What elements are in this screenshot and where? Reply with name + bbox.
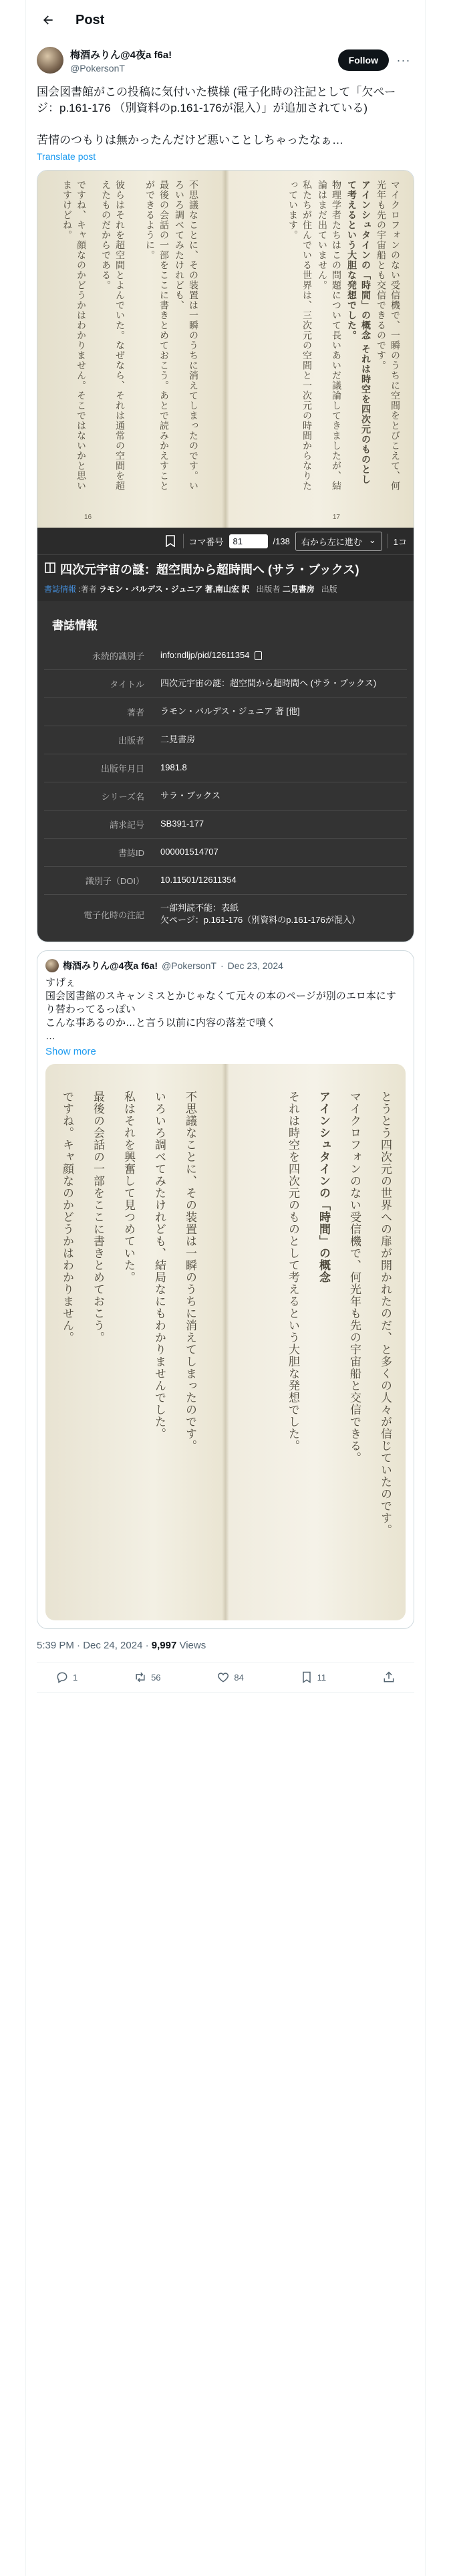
frame-label: コマ番号 (188, 536, 224, 547)
back-arrow-icon (41, 13, 55, 27)
chevron-down-icon: ⌄ (368, 534, 376, 545)
info-key: 永続的識別子 (92, 651, 144, 661)
repost-count: 56 (151, 1672, 161, 1683)
quote-text: すげぇ 国会図書館のスキャンミスとかじゃなくて元々の本のページが別のエロ本にすり替わってるっぽい こんな事あるのか…と言う以前に内容の落差で噴く … (45, 977, 396, 1042)
page-title: Post (76, 12, 105, 27)
info-row (44, 782, 407, 811)
post-media[interactable] (37, 170, 414, 942)
info-value: 一部判読不能：表紙 欠ページ：p.161-176（別資料のp.161-176が混入） (160, 903, 360, 925)
scan-text-column: 不思議なことに、その装置は一瞬のうちに消えてしまったのです。 (183, 1091, 196, 1452)
info-key: 請求記号 (109, 820, 144, 830)
scan-text-column: アインシュタインの「時間」の概念 (317, 1091, 330, 1283)
post-meta (37, 1629, 414, 1662)
frame-total: /138 (273, 536, 290, 546)
avatar[interactable] (37, 47, 63, 74)
show-more-link[interactable]: Show more (45, 1046, 96, 1057)
back-button[interactable] (37, 9, 59, 31)
book-scan-image[interactable] (37, 171, 414, 528)
info-value: 1981.8 (160, 762, 187, 772)
info-value: 四次元宇宙の謎：超空間から超時間へ (サラ・ブックス) (160, 678, 377, 688)
info-key: 書誌ID (118, 848, 144, 858)
scan-text-column: いろいろ調べてみたけれども、結局なにもわかりませんでした。 (152, 1091, 166, 1440)
info-key: 著者 (126, 708, 144, 718)
book-title-bar (37, 554, 414, 580)
info-value: 10.11501/12611354 (160, 875, 237, 885)
scan-text-column: マイクロフォンのない受信機で、一瞬のうちに空間をとびこえて、何光年も先の宇宙船とも交信できるのです。 (375, 180, 400, 491)
quote-header (37, 951, 414, 972)
info-key: 識別子（DOI） (85, 876, 144, 886)
info-row (44, 811, 407, 839)
like-count: 84 (234, 1672, 244, 1683)
info-row (44, 726, 407, 754)
author-row (26, 40, 425, 78)
info-key: タイトル (110, 679, 144, 689)
copy-icon[interactable] (255, 651, 262, 660)
bookmark-icon (300, 1671, 313, 1684)
scan-text-column: 私たちが住んでいる世界は、三次元の空間と一次元の時間からなりたっています。 (287, 180, 312, 491)
info-key: 電子化時の注記 (83, 910, 144, 920)
author-handle[interactable]: @PokersonT (70, 62, 125, 74)
scan-text-column: アインシュタインの「時間」の概念 それは時空を四次元のものとして考えるという大胆な発想でした。 (346, 180, 371, 485)
info-key: 出版年月日 (100, 764, 144, 774)
info-row (44, 642, 407, 670)
translate-link[interactable]: Translate post (37, 151, 96, 162)
post-text: 国会図書館がこの投稿に気付いた模様 (電子化時の注記として「欠ページ：p.161-176 （別資料のp.161-176が混入）」が追加されている) 苦情のつもりは無かったんだけど悪いことしちゃったなぁ… (37, 86, 396, 146)
view-count: 9,997 (151, 1640, 177, 1651)
info-value: 000001514707 (160, 847, 218, 857)
avatar (45, 959, 59, 972)
repost-button[interactable] (134, 1671, 160, 1684)
quote-author-name: 梅酒みりん@4夜a f6a! (63, 960, 158, 971)
info-value: サラ・ブックス (160, 790, 220, 800)
post-time[interactable]: 5:39 PM · Dec 24, 2024 · (37, 1640, 152, 1651)
info-row (44, 698, 407, 726)
info-value (152, 642, 407, 669)
scan-text-column: それは時空を四次元のものとして考えるという大胆な発想でした。 (286, 1091, 299, 1452)
meta-tail: 出版 (321, 584, 337, 594)
reply-button[interactable] (55, 1671, 78, 1684)
quote-handle: @PokersonT (162, 960, 216, 971)
meta-publisher-key: 出版者 (256, 584, 281, 594)
direction-select[interactable] (295, 532, 382, 551)
top-bar (26, 0, 425, 40)
scan-text-column: ですね、キャ顔なのかどうかはわかりません。そこではないかと思いますけどね。 (61, 180, 86, 491)
quoted-post[interactable] (37, 950, 414, 1629)
info-row (44, 839, 407, 867)
info-key: 出版者 (118, 736, 144, 746)
info-heading: 書誌情報 (37, 601, 414, 642)
info-row (44, 867, 407, 895)
scan-text-column: 私はそれを興奮して見つめていた。 (122, 1091, 135, 1283)
scan-text-column: とうとう四次元の世界への扉が開かれたのだ、と多くの人々が信じていたのです。 (378, 1091, 392, 1536)
bookmark-icon[interactable] (163, 534, 178, 548)
info-key: シリーズ名 (101, 792, 144, 802)
reply-icon (55, 1671, 69, 1684)
bookmark-button[interactable] (300, 1671, 327, 1684)
viewer-toolbar (37, 528, 414, 554)
page-number: 17 (332, 514, 340, 521)
info-value: ラモン・バルデス・ジュニア 著 [他] (160, 706, 300, 716)
quote-scan-image[interactable] (45, 1064, 406, 1620)
views-label: Views (176, 1640, 206, 1651)
scan-text-column: ですね。キャ顔なのかどうかはわかりません。 (60, 1091, 73, 1344)
book-title: 四次元宇宙の謎：超空間から超時間へ (サラ・ブックス) (60, 563, 359, 576)
divider (183, 534, 184, 548)
author-names (70, 47, 338, 74)
info-value: 二見書房 (160, 734, 196, 744)
page-number: 16 (84, 514, 92, 521)
action-bar (37, 1662, 414, 1693)
more-icon[interactable]: ··· (396, 53, 411, 67)
heart-icon (216, 1671, 230, 1684)
scan-text-column: 最後の会話の一部をここに書きとめておこう。あとで読みかえすことができるように。 (144, 180, 169, 491)
post-column (26, 0, 425, 1693)
book-icon (44, 562, 56, 577)
author-name[interactable]: 梅酒みりん@4夜a f6a! (70, 49, 172, 61)
bookmark-count: 11 (317, 1672, 327, 1683)
quote-date: Dec 23, 2024 (227, 960, 283, 971)
viewer-extra[interactable]: 1コ (393, 536, 407, 547)
quote-dot: · (220, 960, 224, 971)
scan-text-column: 不思議なことに、その装置は一瞬のうちに消えてしまったのです。いろいろ調べてみたけれども、 (174, 180, 198, 491)
info-row (44, 670, 407, 698)
info-value-text: info:ndljp/pid/12611354 (160, 650, 250, 660)
like-button[interactable] (216, 1671, 243, 1684)
repost-icon (134, 1671, 147, 1684)
share-icon (382, 1671, 396, 1684)
share-button[interactable] (382, 1671, 396, 1684)
info-row (44, 895, 407, 934)
follow-button[interactable]: Follow (338, 49, 389, 71)
info-row (44, 754, 407, 782)
meta-publisher: 二見書房 (282, 584, 315, 594)
meta-authors: ラモン・バルデス・ジュニア 著,南山宏 訳 (99, 584, 250, 594)
frame-number-input[interactable]: 81 (229, 534, 268, 548)
scan-text-column: 物理学者たちはこの問題について長いあいだ議論してきましたが、結論はまだ出ていません。 (317, 180, 341, 491)
book-meta-line (37, 580, 414, 601)
reply-count: 1 (73, 1672, 78, 1683)
scan-text-column: 彼らはそれを超空間とよんでいた。なぜなら、それは通常の空間を超えたものだからである。 (100, 180, 125, 491)
info-table (37, 642, 414, 942)
scan-text-column: マイクロフォンのない受信機で、何光年も先の宇宙船と交信できる。 (347, 1091, 361, 1464)
bibliographic-link[interactable]: 書誌情報 (44, 584, 77, 594)
info-value: SB391-177 (160, 819, 204, 829)
direction-label: 右から左に進む (301, 536, 362, 547)
scan-text-column: 最後の会話の一部をここに書きとめておこう。 (91, 1091, 104, 1344)
meta-author-key: :著者 (78, 584, 97, 594)
